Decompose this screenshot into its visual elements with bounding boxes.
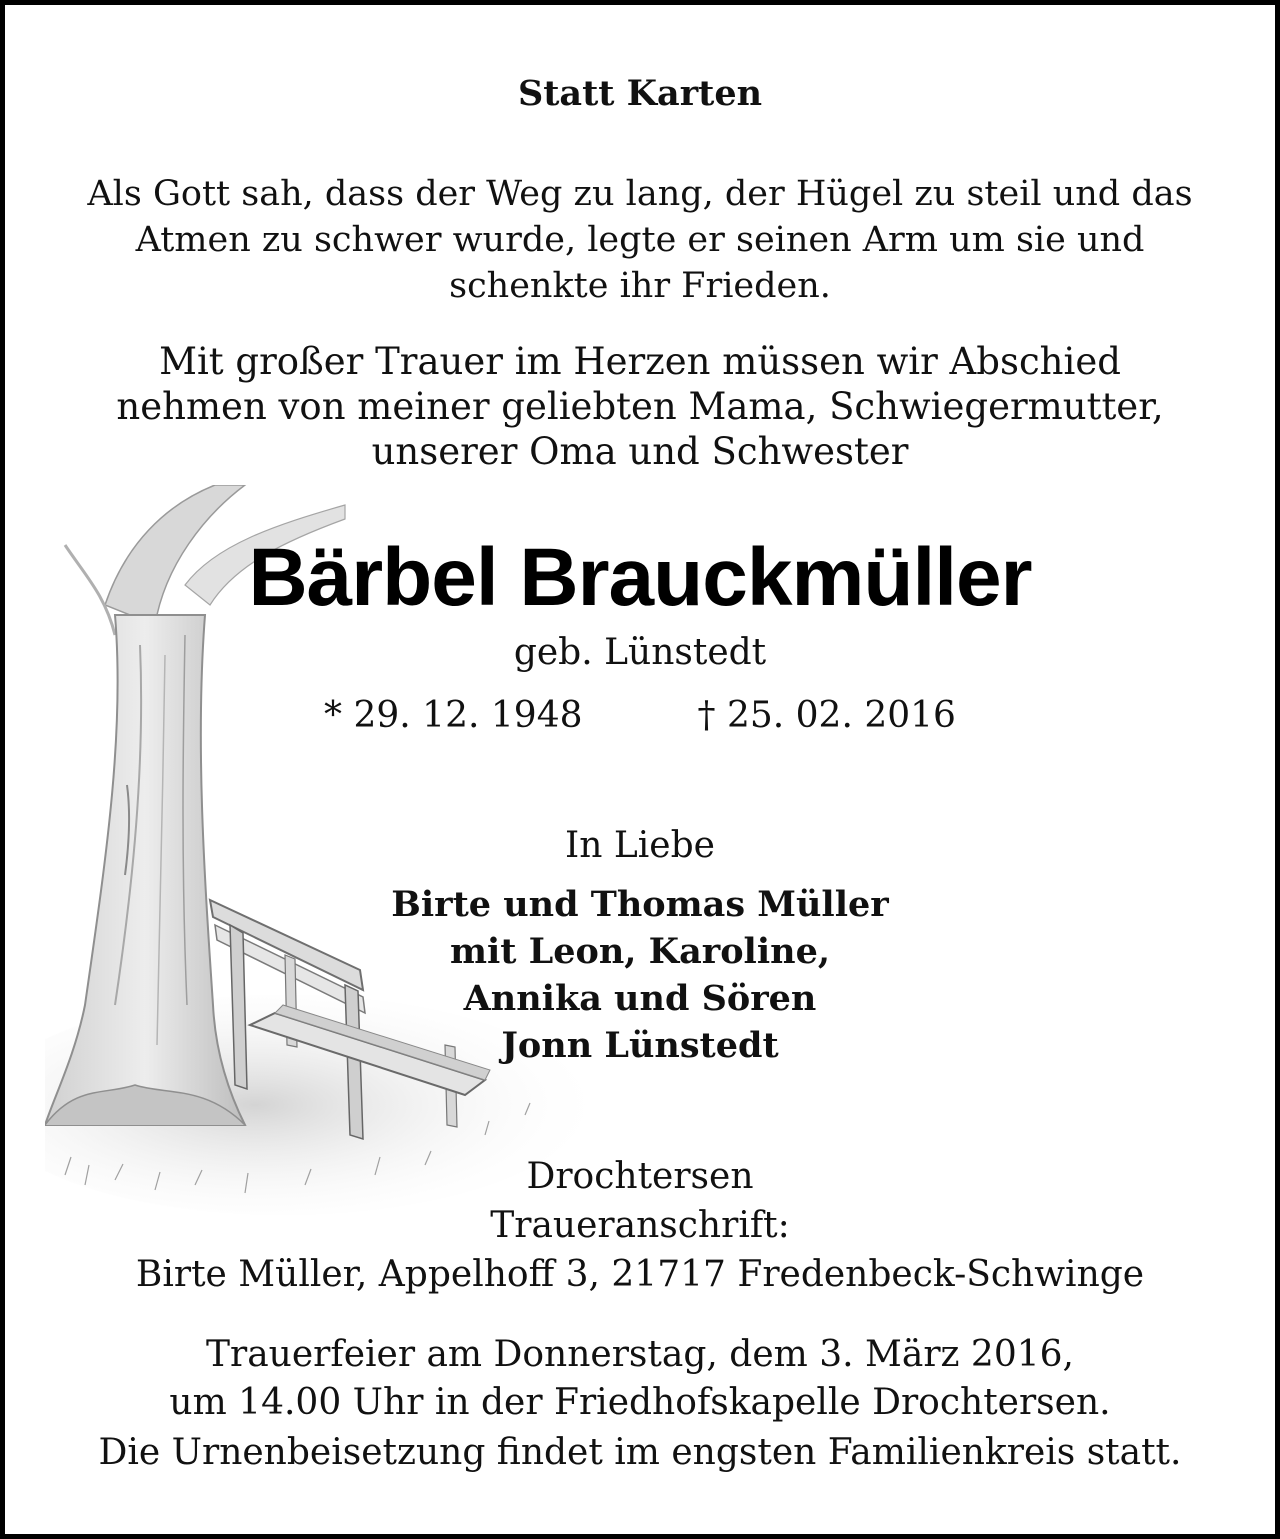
intro-line: Mit großer Trauer im Herzen müssen wir Abschied bbox=[159, 340, 1121, 383]
in-love-label: In Liebe bbox=[565, 825, 715, 866]
service-line: Trauerfeier am Donnerstag, dem 3. März 2016, bbox=[205, 1334, 1074, 1375]
service-line: um 14.00 Uhr in der Friedhofskapelle Drochtersen. bbox=[169, 1382, 1111, 1423]
urn-burial-note: Die Urnenbeisetzung findet im engsten Familienkreis statt. bbox=[98, 1432, 1182, 1473]
memorial-quote bbox=[5, 171, 1275, 309]
life-dates bbox=[5, 693, 1275, 739]
family-line: Annika und Sören bbox=[463, 978, 817, 1019]
heading-statt-karten: Statt Karten bbox=[517, 73, 763, 114]
intro-line: nehmen von meiner geliebten Mama, Schwiegermutter, bbox=[116, 385, 1164, 428]
address-label: Traueranschrift: bbox=[490, 1205, 790, 1246]
family-signatures bbox=[5, 881, 1275, 1069]
family-line: Jonn Lünstedt bbox=[501, 1025, 779, 1066]
quote-line: Atmen zu schwer wurde, legte er seinen Arm um sie und bbox=[135, 220, 1145, 260]
funeral-service-info bbox=[5, 1331, 1275, 1427]
deceased-name: Bärbel Brauckmüller bbox=[248, 532, 1032, 623]
family-line: mit Leon, Karoline, bbox=[449, 931, 831, 972]
birth-date: * 29. 12. 1948 bbox=[324, 695, 583, 736]
quote-line: schenkte ihr Frieden. bbox=[449, 266, 831, 306]
announcement-intro bbox=[5, 339, 1275, 474]
intro-line: unserer Oma und Schwester bbox=[371, 430, 909, 473]
family-line: Birte und Thomas Müller bbox=[391, 884, 889, 925]
place: Drochtersen bbox=[526, 1156, 754, 1197]
maiden-name: geb. Lünstedt bbox=[513, 632, 767, 673]
mourning-address: Birte Müller, Appelhoff 3, 21717 Fredenbeck-Schwinge bbox=[135, 1254, 1145, 1295]
quote-line: Als Gott sah, dass der Weg zu lang, der Hügel zu steil und das bbox=[87, 174, 1193, 214]
death-date: † 25. 02. 2016 bbox=[697, 695, 956, 736]
